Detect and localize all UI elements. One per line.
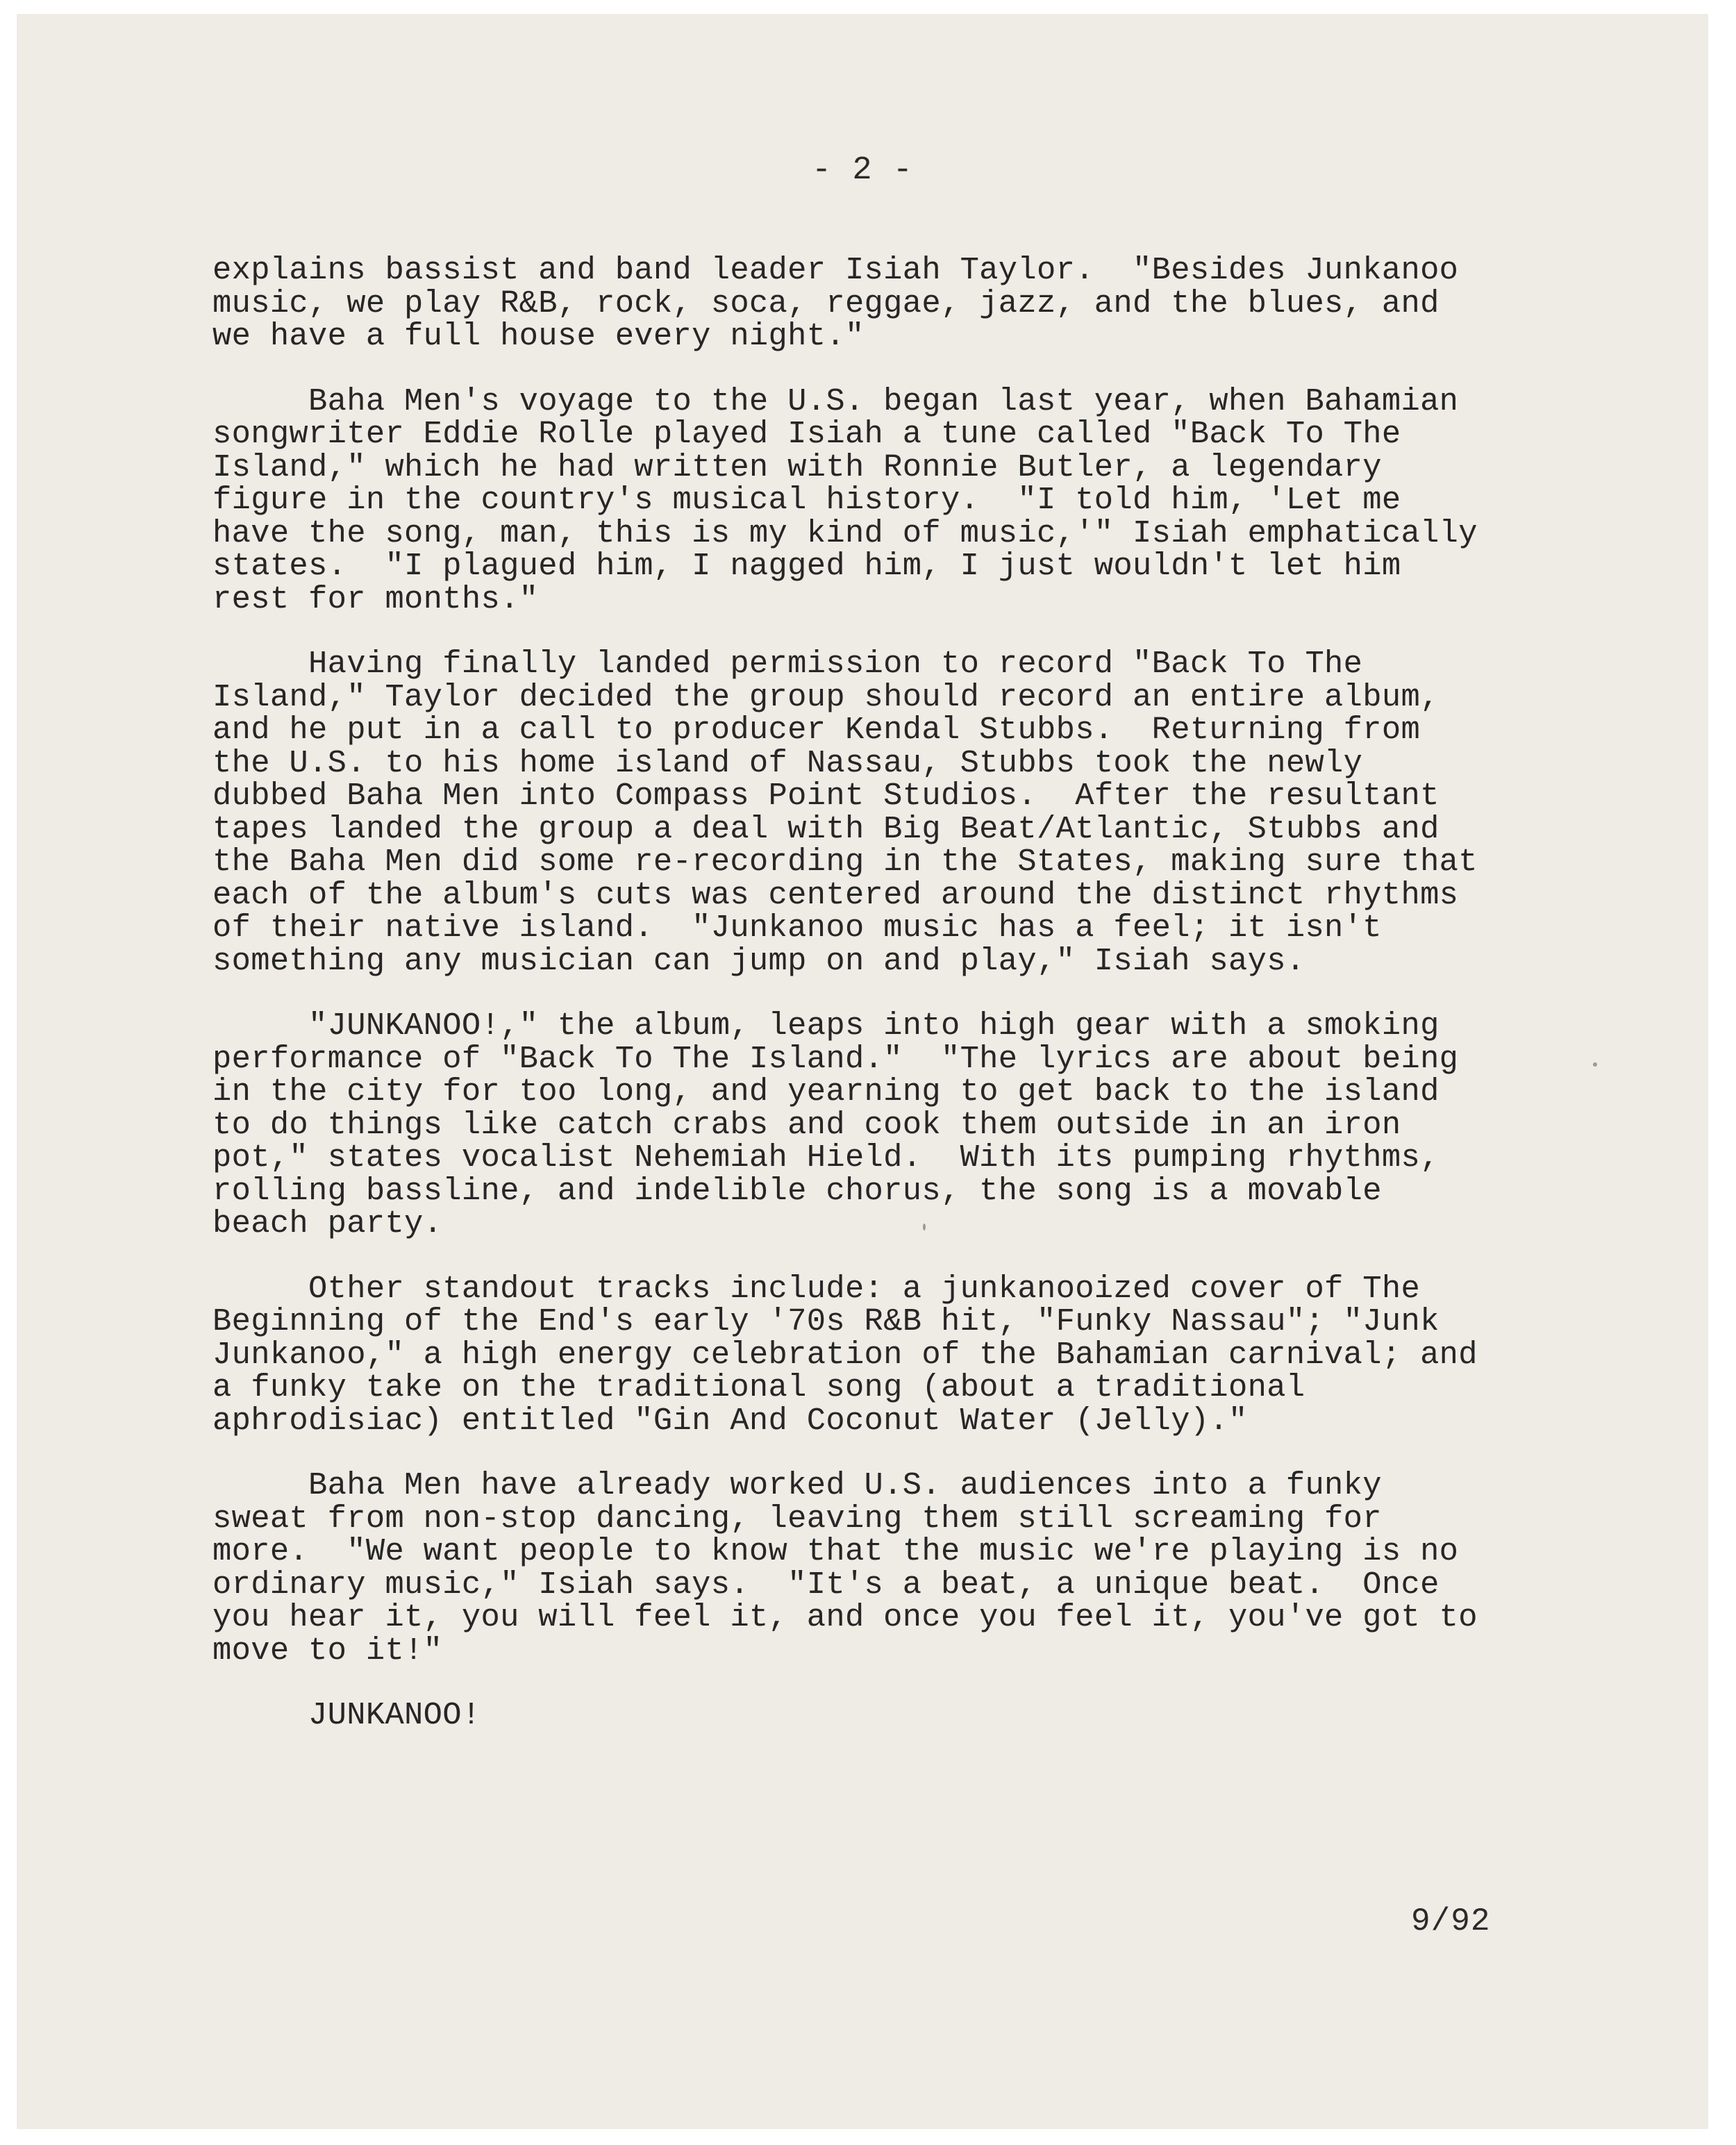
date-mark: 9/92 <box>1411 1903 1491 1939</box>
paper-speck <box>923 1224 926 1230</box>
body-text <box>212 254 1553 1733</box>
closing-line: JUNKANOO! <box>212 1697 481 1733</box>
paragraph-audiences: Baha Men have already worked U.S. audiences into a funky sweat from non-stop dancing, leaving them still screaming for more. "We want people to know that the music we're playing is no ordinary music," Isiah says. "It's a beat, a unique beat. Once you hear it, you will feel it, and once you feel it, you've got to move to it!" <box>212 1467 1478 1669</box>
paragraph-album: "JUNKANOO!," the album, leaps into high gear with a smoking performance of "Back To The Island." "The lyrics are about being in the city for too long, and yearning to get back to the island to do things like catch crabs and cook them outside in an iron pot," states vocalist Nehemiah Hield. With its pumping rhythms, rolling bassline, and indelible chorus, the song is a movable beach party. <box>212 1008 1459 1242</box>
page-number: - 2 - <box>811 152 914 189</box>
paragraph-band-intro: explains bassist and band leader Isiah Taylor. "Besides Junkanoo music, we play R&B, rock, soca, reggae, jazz, and the blues, and we have a full house every night." <box>212 252 1459 354</box>
paragraph-tracks: Other standout tracks include: a junkanooized cover of The Beginning of the End's early '70s R&B hit, "Funky Nassau"; "Junk Junkanoo," a high energy celebration of the Bahamian carnival; and a funky take on the traditional song (about a traditional aphrodisiac) entitled "Gin And Coconut Water (Jelly)." <box>212 1270 1478 1439</box>
paragraph-recording: Having finally landed permission to record "Back To The Island," Taylor decided the group should record an entire album, and he put in a call to producer Kendal Stubbs. Returning from the U.S. to his home island of Nassau, Stubbs took the newly dubbed Baha Men into Compass Point Studios. After the resultant tapes landed the group a deal with Big Beat/Atlantic, Stubbs and the Baha Men did some re-recording in the States, making sure that each of the album's cuts was centered around the distinct rhythms of their native island. "Junkanoo music has a feel; it isn't something any musician can jump on and play," Isiah says. <box>212 646 1478 979</box>
paper-speck <box>1593 1062 1597 1067</box>
document-page <box>17 14 1708 2129</box>
paragraph-voyage: Baha Men's voyage to the U.S. began last year, when Bahamian songwriter Eddie Rolle played Isiah a tune called "Back To The Island," which he had written with Ronnie Butler, a legendary figure in the country's musical history. "I told him, 'Let me have the song, man, this is my kind of music,'" Isiah emphatically states. "I plagued him, I nagged him, I just wouldn't let him rest for months." <box>212 383 1478 617</box>
